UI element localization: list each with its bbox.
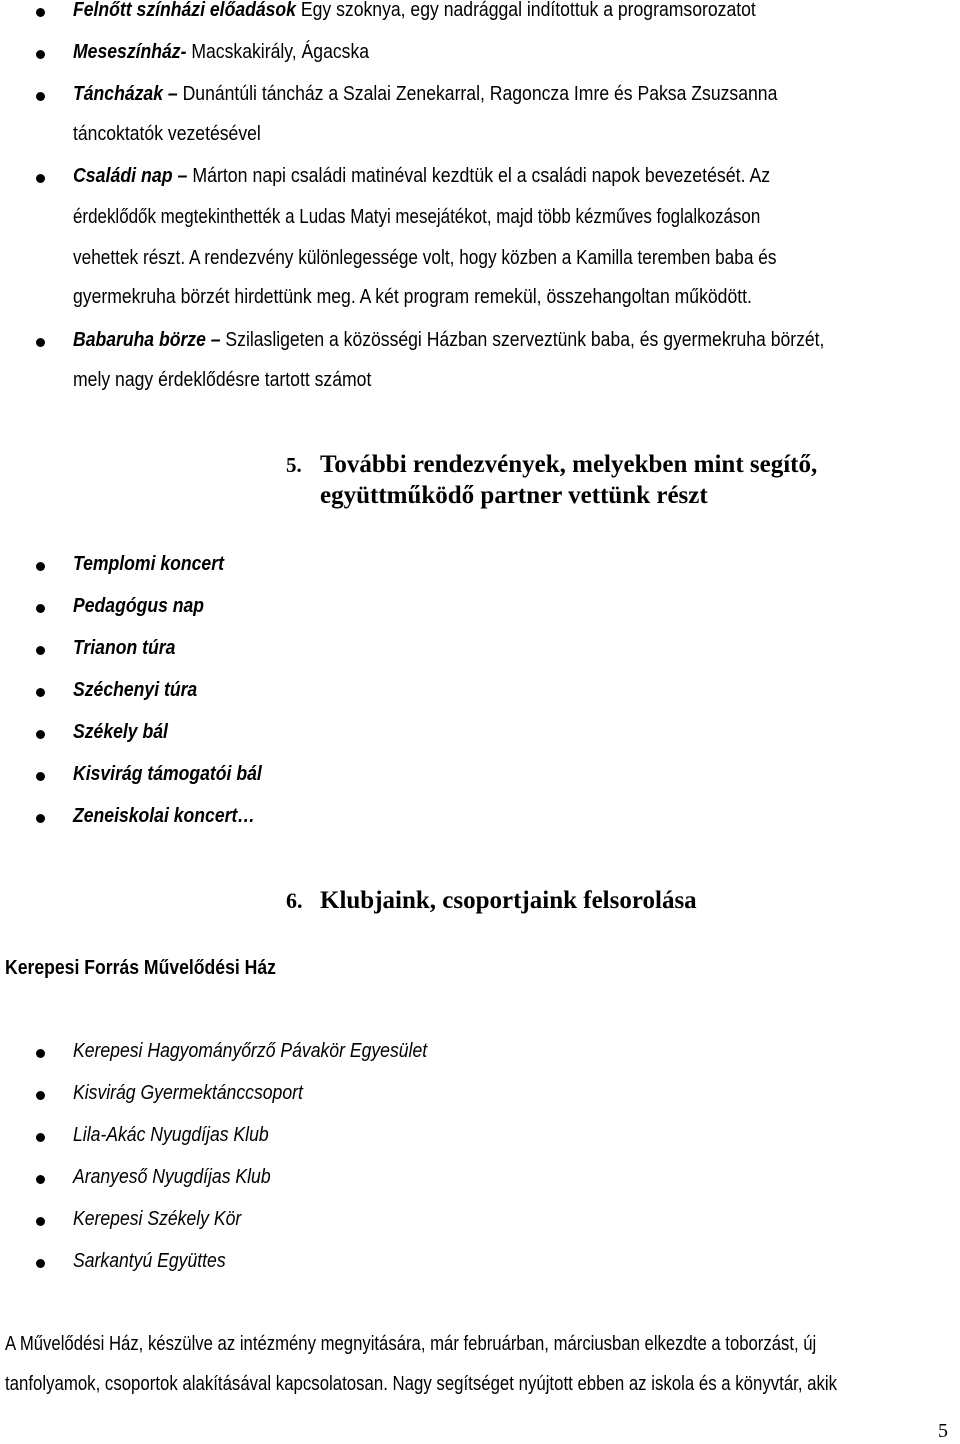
club-name: Kerepesi Székely Kör xyxy=(73,1208,242,1230)
item-title: Táncházak xyxy=(73,83,163,105)
item-separator: – xyxy=(162,83,183,105)
heading-text: További rendezvények, melyekben mint segítő, xyxy=(320,451,818,478)
item-title: Széchenyi túra xyxy=(73,679,198,701)
item-title: Családi nap xyxy=(73,165,173,187)
item-title: Felnőtt színházi előadások xyxy=(73,0,296,21)
club-name: Lila-Akác Nyugdíjas Klub xyxy=(73,1124,269,1146)
item-title: Babaruha börze xyxy=(73,329,206,351)
bullet-icon xyxy=(36,1091,45,1100)
bullet-icon xyxy=(36,174,45,183)
bullet-icon xyxy=(36,1217,45,1226)
item-title: Székely bál xyxy=(73,721,168,743)
bullet-icon xyxy=(36,814,45,823)
paragraph-line: tanfolyamok, csoportok alakításával kapcsolatosan. Nagy segítséget nyújtott ebben az iskola és a könyvtár, akik xyxy=(5,1373,838,1395)
bullet-icon xyxy=(36,1133,45,1142)
heading-number: 6. xyxy=(286,888,303,913)
item-text: Egy szoknya, egy nadrággal indítottuk a programsorozatot xyxy=(295,0,756,21)
club-name: Aranyeső Nyugdíjas Klub xyxy=(73,1166,271,1188)
bullet-icon xyxy=(36,772,45,781)
item-text: Márton napi családi matinéval kezdtük el a családi napok bevezetését. Az xyxy=(192,165,771,187)
item-title: Pedagógus nap xyxy=(73,595,205,617)
item-title: Templomi koncert xyxy=(73,553,224,575)
heading-text: Klubjaink, csoportjaink felsorolása xyxy=(320,887,697,914)
item-text-line: gyermekruha börzét hirdettünk meg. A két program remekül, összehangoltan működött. xyxy=(73,286,752,308)
club-name: Kerepesi Hagyományőrző Pávakör Egyesület xyxy=(73,1040,428,1062)
section-heading-5-line2: együttműködő partner vettünk részt xyxy=(320,482,708,509)
bullet-icon xyxy=(36,338,45,347)
section-heading-6 xyxy=(286,886,697,916)
item-title: Zeneiskolai koncert… xyxy=(73,805,255,827)
house-name: Kerepesi Forrás Művelődési Ház xyxy=(5,957,276,979)
bullet-icon xyxy=(36,50,45,59)
bullet-icon xyxy=(36,646,45,655)
item-text: Macskakirály, Ágacska xyxy=(186,41,370,63)
page-number: 5 xyxy=(938,1420,948,1442)
item-text-line: mely nagy érdeklődésre tartott számot xyxy=(73,369,372,391)
bullet-icon xyxy=(36,1049,45,1058)
bullet-icon xyxy=(36,8,45,17)
bullet-icon xyxy=(36,604,45,613)
item-text-line: táncoktatók vezetésével xyxy=(73,123,261,145)
bullet-icon xyxy=(36,562,45,571)
paragraph-line: A Művelődési Ház, készülve az intézmény megnyitására, már februárban, márciusban elkezdte a toborzást, új xyxy=(5,1333,817,1355)
bullet-icon xyxy=(36,1175,45,1184)
item-title: Kisvirág támogatói bál xyxy=(73,763,262,785)
item-separator: – xyxy=(172,165,193,187)
item-text-line: vehettek részt. A rendezvény különlegessége volt, hogy közben a Kamilla teremben baba és xyxy=(73,247,777,269)
section-heading-5 xyxy=(286,450,817,480)
item-title: Trianon túra xyxy=(73,637,176,659)
bullet-icon xyxy=(36,688,45,697)
item-title: Meseszínház- xyxy=(73,41,187,63)
club-name: Kisvirág Gyermektánccsoport xyxy=(73,1082,303,1104)
bullet-icon xyxy=(36,1259,45,1268)
bullet-icon xyxy=(36,92,45,101)
bullet-icon xyxy=(36,730,45,739)
club-name: Sarkantyú Együttes xyxy=(73,1250,226,1272)
item-text-line: érdeklődők megtekinthették a Ludas Matyi mesejátékot, majd több kézműves foglalkozáson xyxy=(73,206,761,228)
heading-number: 5. xyxy=(286,453,302,477)
item-separator: – xyxy=(205,329,226,351)
item-text: Dunántúli táncház a Szalai Zenekarral, Ragoncza Imre és Paksa Zsuzsanna xyxy=(182,83,778,105)
item-text: Szilasligeten a közösségi Házban szerveztünk baba, és gyermekruha börzét, xyxy=(225,329,825,351)
